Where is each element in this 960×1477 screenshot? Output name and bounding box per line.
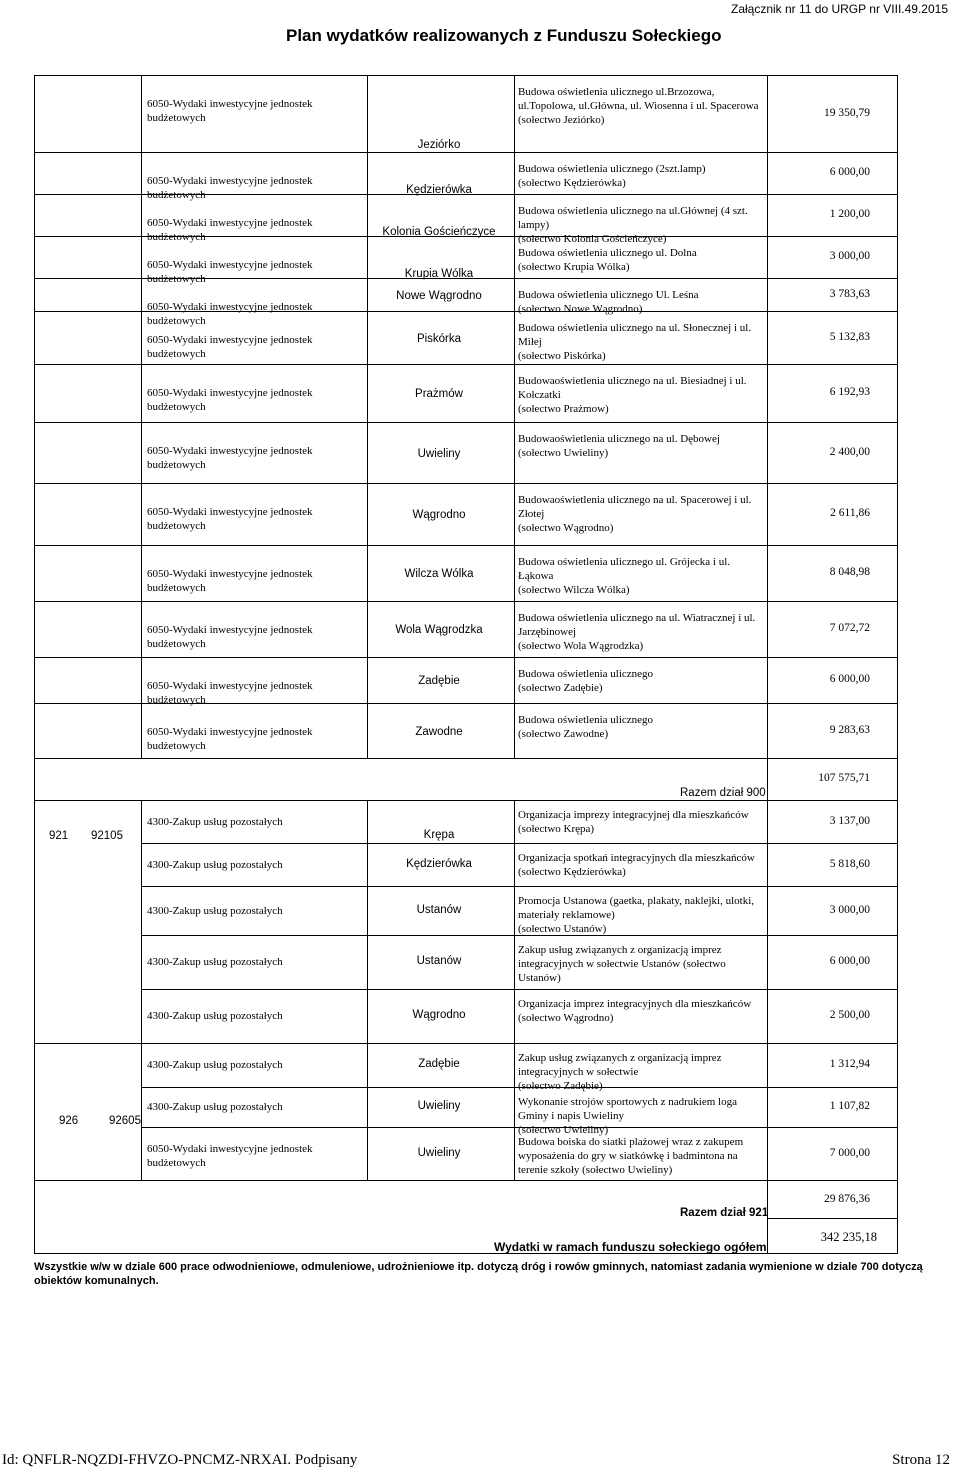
row-description: Budowa oświetlenia ulicznego na ul. Słonecznej i ul. Miłej (sołectwo Piskórka) bbox=[518, 322, 752, 362]
row-category: 6050-Wydaki inwestycyjne jednostek budżetowych bbox=[147, 1142, 313, 1169]
table-rule bbox=[34, 1180, 141, 1181]
row-location: Kędzierówka bbox=[406, 857, 472, 870]
grand-total-label: Wydatki w ramach funduszu sołeckiego ogółem bbox=[494, 1240, 767, 1254]
table-rule bbox=[34, 758, 898, 759]
row-location: Prażmów bbox=[415, 388, 463, 400]
row-amount: 3 137,00 bbox=[829, 814, 870, 827]
table-rule bbox=[141, 886, 898, 887]
page-number: Strona 12 bbox=[892, 1452, 950, 1468]
row-location: Uwieliny bbox=[417, 447, 461, 460]
total-900-amount: 107 575,71 bbox=[818, 772, 870, 784]
row-description: Budowa oświetlenia ulicznego ul. Dolna (sołectwo Krupia Wólka) bbox=[518, 247, 697, 273]
row-amount: 2 611,86 bbox=[830, 507, 870, 519]
row-amount: 9 283,63 bbox=[829, 723, 870, 736]
attachment-note: Załącznik nr 11 do URGP nr VIII.49.2015 bbox=[730, 2, 948, 16]
row-description: Zakup usług związanych z organizacją imprez integracyjnych w sołectwie Ustanów (sołectwo Ustanów) bbox=[518, 944, 726, 984]
document-id: Id: QNFLR-NQZDI-FHVZO-PNCMZ-NRXAI. Podpisany bbox=[2, 1452, 358, 1468]
row-location: Ustanów bbox=[416, 955, 462, 967]
row-amount: 7 072,72 bbox=[829, 622, 870, 634]
table-rule bbox=[34, 152, 898, 153]
table-rule bbox=[34, 657, 898, 658]
row-location: Zadębie bbox=[418, 1058, 460, 1070]
row-amount: 2 500,00 bbox=[829, 1009, 870, 1021]
row-location: Kędzierówka bbox=[406, 184, 472, 196]
table-rule bbox=[767, 800, 768, 1180]
table-rule bbox=[34, 1180, 35, 1253]
table-rule bbox=[897, 800, 898, 1180]
row-location: Krupia Wólka bbox=[404, 268, 474, 280]
table-rule bbox=[367, 800, 368, 1180]
row-amount: 5 132,83 bbox=[829, 330, 870, 343]
row-location: Zawodne bbox=[415, 725, 463, 738]
table-rule bbox=[367, 75, 368, 758]
row-location: Wola Wągrodzka bbox=[395, 624, 483, 636]
row-category: 6050-Wydaki inwestycyjne jednostek budżetowych bbox=[147, 98, 313, 124]
row-amount: 3 000,00 bbox=[829, 250, 870, 262]
row-description: Budowa oświetlenia ulicznego (sołectwo Zadębie) bbox=[518, 668, 654, 694]
row-amount: 1 107,82 bbox=[829, 1100, 870, 1112]
dzial-926: 926 bbox=[59, 1115, 79, 1127]
row-amount: 19 350,79 bbox=[824, 106, 870, 119]
table-rule bbox=[141, 75, 142, 758]
row-category: 6050-Wydaki inwestycyjne jednostek budżetowych bbox=[147, 726, 313, 752]
row-description: Organizacja spotkań integracyjnych dla mieszkańców (sołectwo Kędzierówka) bbox=[518, 852, 755, 878]
row-amount: 5 818,60 bbox=[829, 857, 870, 870]
row-category: 6050-Wydaki inwestycyjne jednostek budżetowych bbox=[147, 624, 313, 650]
row-location: Wągrodno bbox=[412, 1009, 466, 1021]
row-amount: 3 000,00 bbox=[829, 903, 870, 916]
table-rule bbox=[34, 75, 35, 802]
row-category: 4300-Zakup usług pozostałych bbox=[147, 858, 283, 871]
row-description: Budowa oświetlenia ulicznego na ul.Głównej (4 szt. lampy) (sołectwo Kolonia Gościeńczyce) bbox=[518, 205, 748, 245]
row-description: Organizacja imprezy integracyjnej dla mieszkańców (sołectwo Krępa) bbox=[518, 809, 749, 835]
table-rule bbox=[34, 422, 898, 423]
rozdzial-926: 92605 bbox=[109, 1115, 141, 1127]
row-category: 6050-Wydaki inwestycyjne jednostek budżetowych bbox=[147, 259, 313, 285]
row-category: 6050-Wydaki inwestycyjne jednostek budżetowych bbox=[147, 301, 313, 327]
row-category: 6050-Wydaki inwestycyjne jednostek budżetowych bbox=[147, 334, 313, 360]
row-location: Kolonia Gościeńczyce bbox=[382, 226, 496, 238]
row-description: Promocja Ustanowa (gaetka, plakaty, naklejki, ulotki, materiały reklamowe) (sołectwo Ustanów) bbox=[518, 895, 755, 935]
row-amount: 6 000,00 bbox=[829, 955, 870, 967]
row-description: Organizacja imprez integracyjnych dla mieszkańców (sołectwo Wągrodno) bbox=[518, 998, 752, 1024]
row-amount: 1 312,94 bbox=[829, 1058, 870, 1070]
row-description: Budowa oświetlenia ulicznego na ul. Wiatracznej i ul. Jarzębinowej (sołectwo Wola Wągrodzka) bbox=[518, 612, 756, 652]
grand-total-amount: 342 235,18 bbox=[820, 1230, 877, 1244]
row-location: Krępa bbox=[423, 828, 455, 841]
row-location: Zadębie bbox=[418, 675, 460, 687]
row-description: Budowa boiska do siatki plażowej wraz z zakupem wyposażenia do gry w siatkówkę i badmintona na terenie szkoły (sołectwo Uwieliny) bbox=[518, 1136, 744, 1176]
table-rule bbox=[34, 364, 898, 365]
row-category: 4300-Zakup usług pozostałych bbox=[147, 1010, 283, 1022]
row-location: Nowe Wągrodno bbox=[396, 289, 482, 302]
row-amount: 1 200,00 bbox=[829, 208, 870, 220]
table-rule bbox=[34, 1043, 141, 1044]
row-amount: 2 400,00 bbox=[829, 445, 870, 458]
row-category: 6050-Wydaki inwestycyjne jednostek budżetowych bbox=[147, 506, 313, 532]
table-rule bbox=[34, 800, 35, 1180]
total-900-label: Razem dział 900 bbox=[680, 787, 766, 799]
row-description: Budowa oświetlenia ulicznego ul. Grójecka i ul. Łąkowa (sołectwo Wilcza Wólka) bbox=[518, 556, 730, 596]
footnote: Wszystkie w/w w dziale 600 prace odwodnieniowe, odmuleniowe, udrożnieniowe itp. dotyczą dróg i rowów gminnych, natomiast zadania wymienione w dziale 700 dotyczą obiektów komunalnych. bbox=[34, 1261, 923, 1287]
row-category: 4300-Zakup usług pozostałych bbox=[147, 1101, 283, 1113]
total-921-label: Razem dział 921 bbox=[680, 1207, 769, 1219]
row-amount: 3 783,63 bbox=[829, 287, 870, 300]
row-amount: 8 048,98 bbox=[829, 566, 870, 578]
row-location: Ustanów bbox=[416, 903, 462, 916]
table-rule bbox=[34, 483, 898, 484]
row-description: Zakup usług związanych z organizacją imprez integracyjnych w sołectwie (sołectwo Zadębie) bbox=[518, 1052, 722, 1092]
table-rule bbox=[34, 1253, 898, 1254]
row-category: 4300-Zakup usług pozostałych bbox=[147, 815, 283, 828]
table-rule bbox=[34, 601, 898, 602]
row-description: Budowaoświetlenia ulicznego na ul. Biesiadnej i ul. Kołczatki (sołectwo Prażmow) bbox=[518, 375, 747, 415]
table-rule bbox=[141, 989, 898, 990]
row-location: Uwieliny bbox=[417, 1146, 461, 1159]
row-description: Budowa oświetlenia ulicznego (sołectwo Zawodne) bbox=[518, 714, 654, 740]
row-description: Budowaoświetlenia ulicznego na ul. Dębowej (sołectwo Uwieliny) bbox=[518, 433, 720, 459]
row-category: 6050-Wydaki inwestycyjne jednostek budżetowych bbox=[147, 217, 313, 243]
rozdzial-921: 92105 bbox=[91, 830, 123, 842]
row-category: 4300-Zakup usług pozostałych bbox=[147, 1059, 283, 1071]
row-amount: 6 000,00 bbox=[829, 673, 870, 685]
row-location: Wągrodno bbox=[412, 509, 466, 521]
row-description: Budowaoświetlenia ulicznego na ul. Spacerowej i ul. Złotej (sołectwo Wągrodno) bbox=[518, 494, 752, 534]
dzial-921: 921 bbox=[49, 830, 69, 842]
row-description: Budowa oświetlenia ulicznego ul.Brzozowa, ul.Topolowa, ul.Główna, ul. Wiosenna i ul. Spacerowa (sołectwo Jeziórko) bbox=[518, 86, 759, 126]
table-rule bbox=[897, 75, 898, 802]
table-rule bbox=[34, 800, 898, 801]
table-rule bbox=[897, 1180, 898, 1253]
table-rule bbox=[767, 75, 768, 802]
row-category: 4300-Zakup usług pozostałych bbox=[147, 904, 283, 917]
row-category: 6050-Wydaki inwestycyjne jednostek budżetowych bbox=[147, 568, 313, 594]
row-category: 6050-Wydaki inwestycyjne jednostek budżetowych bbox=[147, 387, 313, 413]
row-location: Uwieliny bbox=[417, 1100, 461, 1112]
row-location: Jeziórko bbox=[417, 138, 461, 151]
row-description: Budowa oświetlenia ulicznego (2szt.lamp) (sołectwo Kędzierówka) bbox=[518, 163, 706, 189]
row-description: Budowa oświetlenia ulicznego Ul. Leśna (sołectwo Nowe Wągrodno) bbox=[518, 289, 699, 315]
table-rule bbox=[141, 800, 142, 1180]
table-rule bbox=[141, 1043, 898, 1044]
row-description: Wykonanie strojów sportowych z nadrukiem loga Gminy i napis Uwieliny (sołectwo Uwieliny) bbox=[518, 1096, 737, 1136]
table-rule bbox=[514, 800, 515, 1180]
table-rule bbox=[34, 75, 898, 76]
total-921-amount: 29 876,36 bbox=[824, 1193, 870, 1205]
table-rule bbox=[141, 1180, 898, 1181]
row-amount: 6 192,93 bbox=[829, 386, 870, 398]
row-category: 4300-Zakup usług pozostałych bbox=[147, 956, 283, 968]
row-location: Piskórka bbox=[416, 332, 462, 345]
row-category: 6050-Wydaki inwestycyjne jednostek budżetowych bbox=[147, 175, 313, 201]
table-rule bbox=[141, 843, 898, 844]
row-category: 6050-Wydaki inwestycyjne jednostek budżetowych bbox=[147, 680, 313, 706]
table-rule bbox=[34, 545, 898, 546]
row-category: 6050-Wydaki inwestycyjne jednostek budżetowych bbox=[147, 445, 313, 471]
row-amount: 6 000,00 bbox=[829, 166, 870, 178]
row-amount: 7 000,00 bbox=[829, 1146, 870, 1159]
table-rule bbox=[767, 1218, 898, 1219]
table-rule bbox=[514, 75, 515, 758]
page-title: Plan wydatków realizowanych z Funduszu Sołeckiego bbox=[286, 26, 722, 45]
row-location: Wilcza Wólka bbox=[404, 568, 474, 580]
